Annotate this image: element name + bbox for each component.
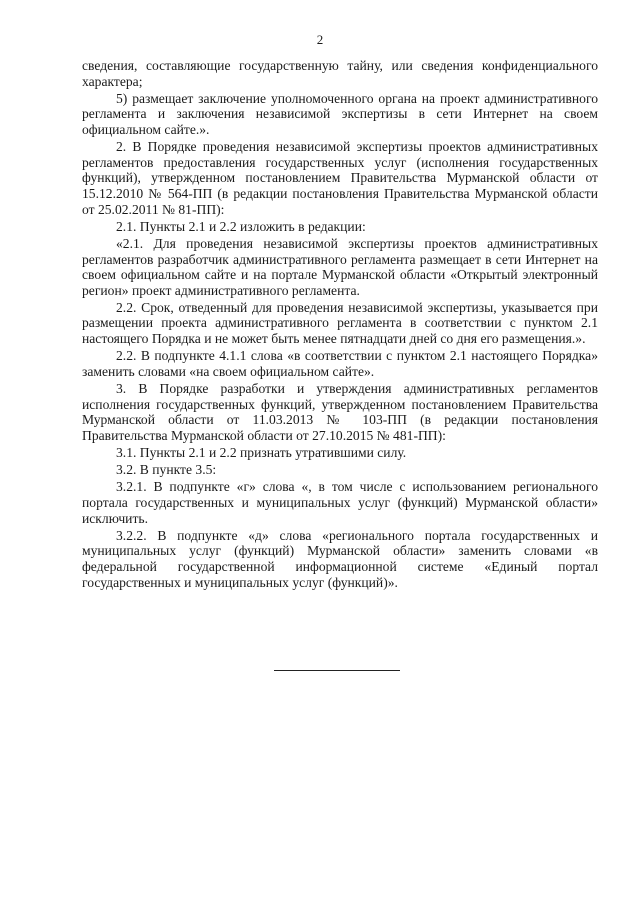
paragraph: 5) размещает заключение уполномоченного органа на проект административного регламента и заключения независимой экспертизы в сети Интернет на своем официальном сайте.».: [82, 90, 598, 137]
paragraph: 3.1. Пункты 2.1 и 2.2 признать утратившими силу.: [116, 445, 407, 460]
end-separator-line: [274, 670, 400, 671]
paragraph: «2.1. Для проведения независимой экспертизы проектов административных регламентов разработчик административного регламента размещает в сети Интернет на своем официальном сайте и на портале Мурманской области «Открытый электронный регион» проект административного регламента.: [82, 235, 598, 298]
paragraph: 2.1. Пункты 2.1 и 2.2 изложить в редакции:: [116, 218, 366, 234]
paragraph: 3.2. В пункте 3.5:: [116, 462, 217, 478]
paragraph: 2.2. Срок, отведенный для проведения независимой экспертизы, указывается при размещении проекта административного регламента в соответствии с пунктом 2.1 настоящего Порядка и не может быть менее пятнадцати дней со дня его размещения.».: [82, 299, 598, 347]
paragraph: сведения, составляющие государственную тайну, или сведения конфиденциального характера;: [82, 58, 598, 89]
paragraph: 3. В Порядке разработки и утверждения административных регламентов исполнения государственных функций, утвержденном постановлением Правительства Мурманской области от 11.03.2013 № 103-ПП (в редакции постановления Правительства Мурманской области от 27.10.2015 № 481-ПП):: [82, 381, 598, 443]
paragraph: 2. В Порядке проведения независимой экспертизы проектов административных регламентов предоставления государственных услуг (исполнения государственных функций), утвержденном постановлением Правительства Мурманской области от 15.12.2010 № 564-ПП (в редакции постановления Правительства Мурманской области от 25.02.2011 № 81-ПП):: [82, 139, 598, 217]
paragraph: 3.2.2. В подпункте «д» слова «регионального портала государственных и муниципальных услуг (функций) Мурманской области» заменить словами «в федеральной государственной информационной системе «Единый портал государственных и муниципальных услуг (функций)».: [82, 527, 598, 590]
page-number: 2: [316, 32, 324, 47]
paragraph: 3.2.1. В подпункте «г» слова «, в том числе с использованием регионального портала государственных и муниципальных услуг (функций) Мурманской области» исключить.: [82, 479, 598, 526]
document-body: [82, 58, 598, 592]
paragraph: 2.2. В подпункте 4.1.1 слова «в соответствии с пунктом 2.1 настоящего Порядка» заменить словами «на своем официальном сайте».: [82, 348, 598, 379]
